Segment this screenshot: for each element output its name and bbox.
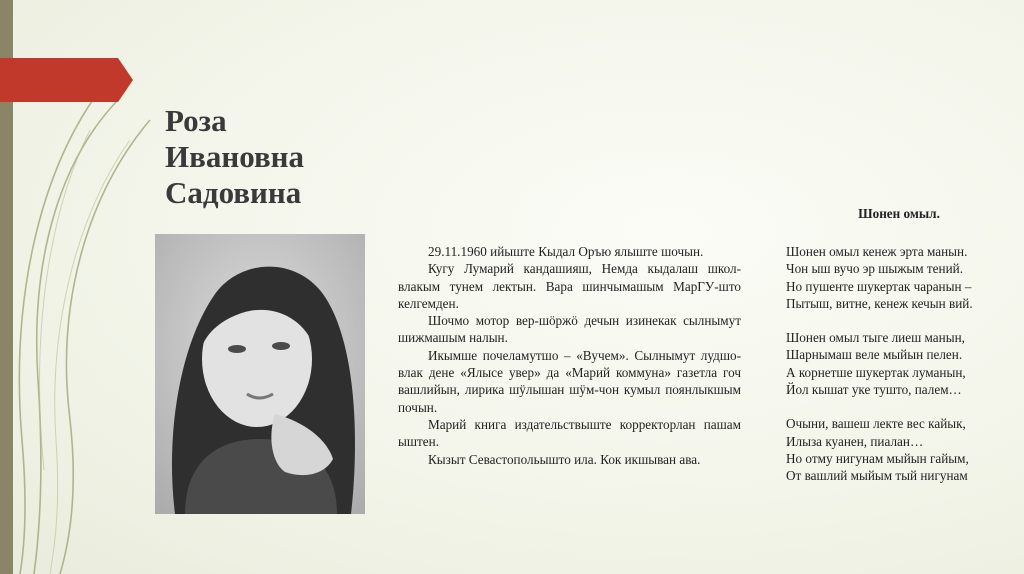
poem-line: Но пушенте шукертак чаранын – <box>786 278 972 294</box>
poem-stanza <box>786 329 1012 398</box>
poem-title: Шонен омыл. <box>858 206 940 221</box>
name-patronymic: Ивановна <box>165 139 305 174</box>
bio-paragraph: Шочмо мотор вер-шӧржӧ дечын изинекак сылнымут шижмашым налын. <box>398 313 741 346</box>
poem-line: Йол кышат уке тушто, палем… <box>786 382 962 398</box>
name-first: Роза <box>165 103 227 138</box>
bio-paragraph: Кызыт Севастопольышто ила. Кок икшыван ава. <box>428 451 701 467</box>
page-title <box>165 103 304 211</box>
poem-line: Пытыш, витне, кенеж кечын вий. <box>786 295 973 311</box>
portrait-photo <box>155 234 365 514</box>
poem-line: Но отму нигунам мыйын гайым, <box>786 450 969 466</box>
poem-line: Илыза куанен, пиалан… <box>786 433 924 449</box>
bio-paragraph: Кугу Лумарий кандашияш, Немда кыдалаш школ-влакым тунем лектын. Вара шинчымашым МарГУ-што келгемден. <box>398 261 741 311</box>
biography-text <box>398 243 741 468</box>
bio-paragraph: 29.11.1960 ийыште Кыдал Оръю ялыште шочын. <box>428 244 704 259</box>
poem-text <box>786 243 1012 502</box>
poem-line: А корнетше шукертак луманын, <box>786 364 966 380</box>
bio-paragraph: Марий книга издательствыште корректорлан пашам ыштен. <box>398 416 741 450</box>
bio-paragraph: Икымше почеламутшо – «Вучем». Сылнымут лудшо-влак дене «Ялысе увер» да «Марий коммуна» газетла гоч вашлийын, лирика шӱлышан шӱм-чон кумыл поянлыкшым почын. <box>398 347 741 415</box>
poem-line: Шонен омыл тыге лиеш манын, <box>786 330 965 346</box>
poem-line: Шарнымаш веле мыйын пелен. <box>786 347 963 363</box>
poem-line: Шонен омыл кенеж эрта манын. <box>786 244 968 259</box>
poem-stanza <box>786 415 1012 484</box>
name-last: Садовина <box>165 175 302 210</box>
poem-line: Чон ыш вучо эр шыжым тений. <box>786 261 963 277</box>
red-arrow-marker <box>0 58 135 102</box>
poem-line: Очыни, вашеш лекте вес кайык, <box>786 416 966 432</box>
poem-line: От вашлий мыйым тый нигунам <box>786 468 968 484</box>
poem-stanza <box>786 243 1012 312</box>
